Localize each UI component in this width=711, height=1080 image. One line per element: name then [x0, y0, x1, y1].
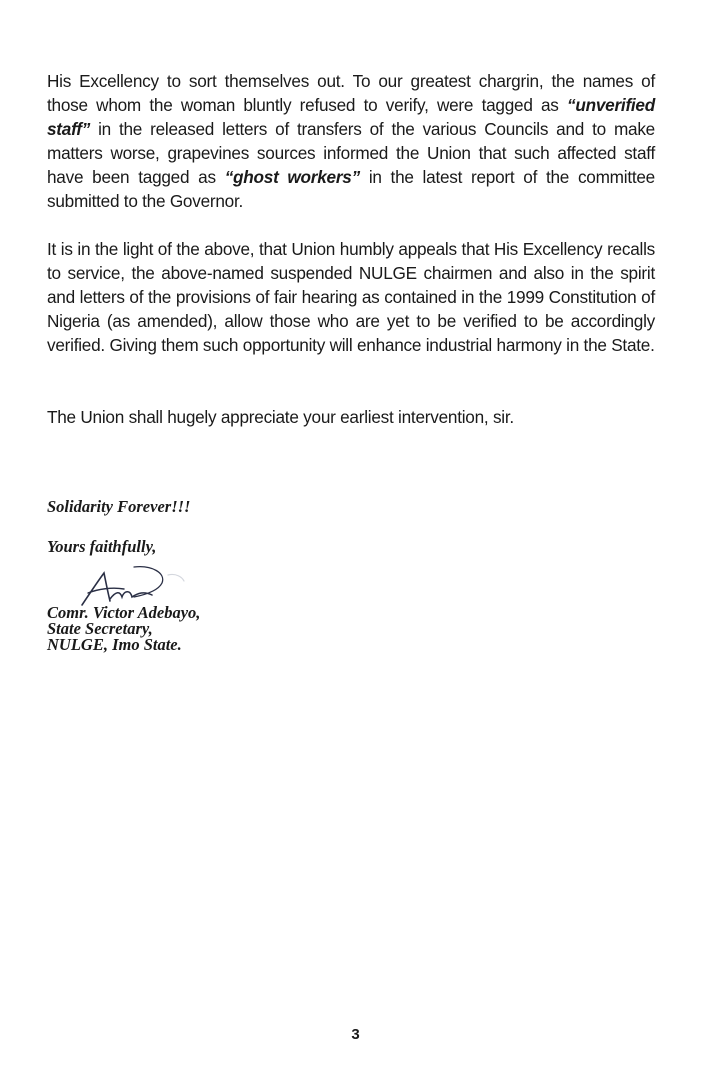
signatory-title: State Secretary, [47, 619, 153, 638]
page-number: 3 [351, 1026, 360, 1043]
unverified-staff-emphasis: “unverified staff” [47, 95, 655, 139]
letter-paragraph-1 [47, 69, 655, 213]
signatory-organization: NULGE, Imo State. [47, 635, 182, 654]
paragraph-1-text-c: in the latest report of the committee submitted to the Governor. [47, 167, 655, 211]
signatory-name: Comr. Victor Adebayo, [47, 603, 201, 622]
paragraph-1-text-b: in the released letters of transfers of the various Councils and to make matters worse, grapevines sources informed the Union that such affected staff have been tagged as [47, 119, 655, 187]
paragraph-2-text: It is in the light of the above, that Union humbly appeals that His Excellency recalls to service, the above-named suspended NULGE chairmen and also in the spirit and letters of the provisions of fair hearing as contained in the 1999 Constitution of Nigeria (as amended), allow those who are yet to be verified to be accordingly verified. Giving them such opportunity will enhance industrial harmony in the State. [47, 239, 655, 355]
letter-paragraph-2 [47, 237, 655, 357]
signatory-block [47, 605, 200, 653]
letter-paragraph-3 [47, 405, 655, 429]
yours-faithfully: Yours faithfully, [47, 537, 157, 556]
paragraph-1-text-a: His Excellency to sort themselves out. To our greatest chargrin, the names of those whom the woman bluntly refused to verify, were tagged as [47, 71, 655, 115]
paragraph-3-text: The Union shall hugely appreciate your earliest intervention, sir. [47, 407, 514, 427]
ghost-workers-emphasis: “ghost workers” [224, 167, 360, 187]
solidarity-closing: Solidarity Forever!!! [47, 497, 191, 516]
